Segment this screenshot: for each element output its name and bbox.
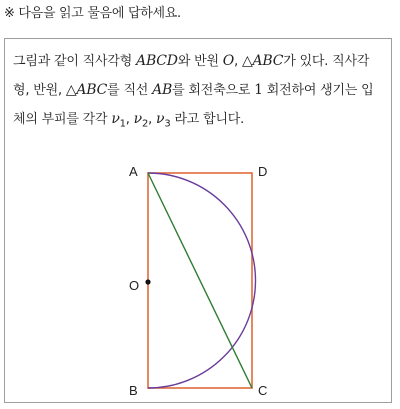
text-segment: 라고 합니다.: [170, 112, 245, 127]
math-subscript: 3: [164, 118, 171, 130]
text-segment: 를 회전축으로: [172, 83, 255, 98]
text-segment: ,: [125, 112, 134, 127]
math-nu: ν: [111, 111, 120, 127]
math-number-one: 1: [254, 82, 263, 98]
label-b: B: [129, 383, 138, 398]
text-segment: 가 있다. 직사각형, 반원,: [13, 54, 370, 98]
label-c: C: [258, 383, 268, 398]
text-segment: 회전하여 생기는 입체의 부피를 각각: [13, 83, 374, 127]
math-subscript: 2: [141, 118, 149, 130]
label-d: D: [258, 164, 268, 179]
label-o: O: [129, 278, 140, 293]
math-nu: ν: [133, 111, 142, 127]
math-rectangle-abcd: ABCD: [136, 53, 178, 69]
center-point-o: [145, 279, 150, 284]
diagonal-ac: [148, 173, 252, 388]
text-segment: ,: [234, 54, 242, 69]
text-segment: 그림과 같이 직사각형: [13, 54, 137, 69]
instruction-text: ※ 다음을 읽고 물음에 답하세요.: [4, 6, 181, 21]
text-segment: ,: [148, 112, 157, 127]
math-subscript: 1: [119, 118, 126, 130]
text-segment: 와 반원: [177, 54, 223, 69]
text-segment: 를 직선: [107, 83, 153, 98]
label-a: A: [129, 164, 138, 179]
math-triangle-abc: △ABC: [241, 53, 284, 69]
math-triangle-abc: △ABC: [65, 82, 108, 98]
math-nu: ν: [156, 111, 165, 127]
math-semicircle-o: O: [222, 53, 235, 69]
math-line-ab: AB: [152, 82, 173, 98]
